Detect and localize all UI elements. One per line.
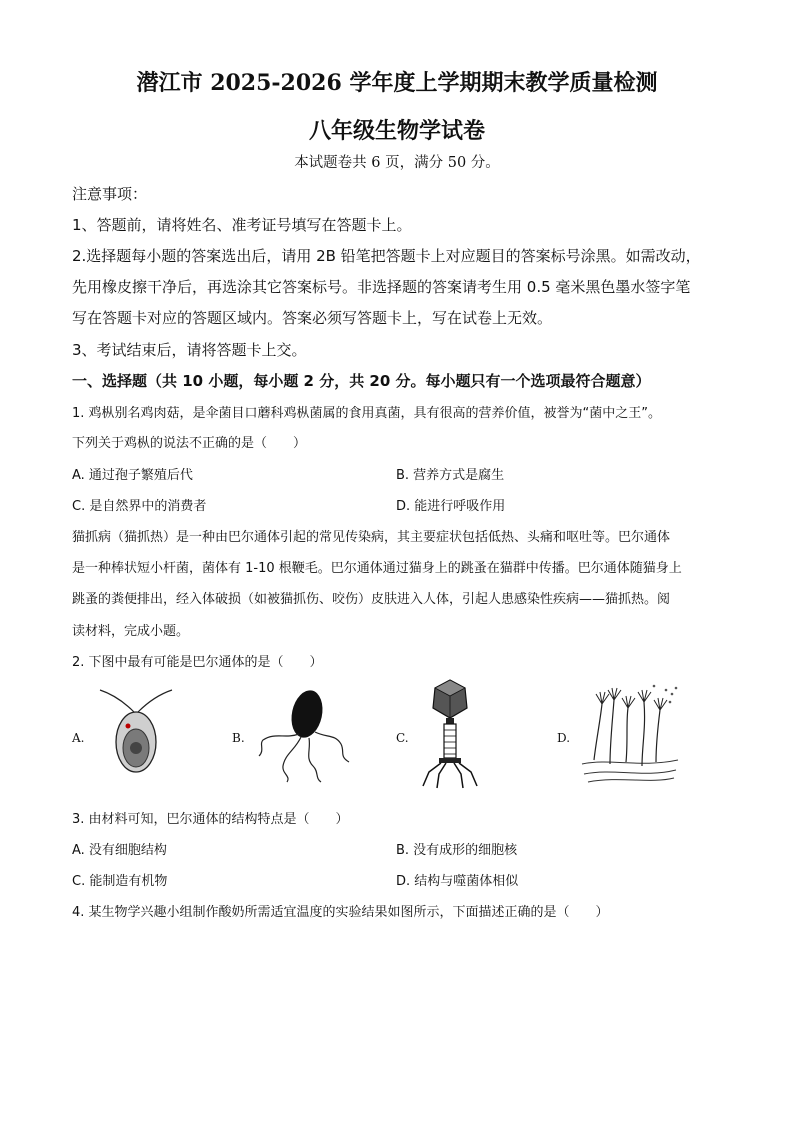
q2-label-a: A. (72, 731, 85, 745)
q3-option-d: D. 结构与噬菌体相似 (396, 874, 519, 889)
mold-mycelium-figure (580, 682, 680, 786)
q3-option-a: A. 没有细胞结构 (72, 843, 167, 858)
passage-line2: 是一种棒状短小杆菌，菌体有 1-10 根鞭毛。巴尔通体通过猫身上的跳蚤在猫群中传播。巴尔通体随猫身上 (72, 561, 682, 576)
q3-option-c: C. 能制造有机物 (72, 874, 168, 889)
q1-stem-line1: 1. 鸡枞别名鸡肉菇，是伞菌目口蘑科鸡枞菌属的食用真菌，具有很高的营养价值，被誉为“菌中之王”。 (72, 406, 662, 421)
chlamydomonas-figure (94, 684, 184, 784)
exam-subtitle: 本试题卷共 6 页，满分 50 分。 (294, 155, 500, 171)
notice-item-1: 1、答题前，请将姓名、准考证号填写在答题卡上。 (72, 216, 412, 234)
q1-option-c: C. 是自然界中的消费者 (72, 499, 207, 514)
bacteriophage-figure (415, 678, 485, 790)
q2-label-c: C. (396, 731, 409, 745)
q2-label-d: D. (557, 731, 571, 745)
q3-option-b: B. 没有成形的细胞核 (396, 843, 518, 858)
notice-heading: 注意事项： (72, 185, 148, 203)
q4-stem: 4. 某生物学兴趣小组制作酸奶所需适宜温度的实验结果如图所示，下面描述正确的是（ ） (72, 905, 609, 920)
q1-option-d: D. 能进行呼吸作用 (396, 499, 506, 514)
notice-item-2-line1: 2.选择题每小题的答案选出后，请用 2B 铅笔把答题卡上对应题目的答案标号涂黑。如需改动， (72, 247, 701, 265)
bacterium-flagella-figure (255, 684, 355, 784)
passage-line1: 猫抓病（猫抓热）是一种由巴尔通体引起的常见传染病，其主要症状包括低热、头痛和呕吐等。巴尔通体 (72, 530, 671, 545)
q1-stem-line2: 下列关于鸡枞的说法不正确的是（ ） (72, 436, 307, 451)
q1-option-a: A. 通过孢子繁殖后代 (72, 468, 193, 483)
section-heading: 一、选择题（共 10 小题，每小题 2 分，共 20 分。每小题只有一个选项最符合题意） (72, 372, 651, 390)
notice-item-2-line2: 先用橡皮擦干净后，再选涂其它答案标号。非选择题的答案请考生用 0.5 毫米黑色墨水签字笔 (72, 278, 691, 296)
notice-item-3: 3、考试结束后，请将答题卡上交。 (72, 341, 307, 359)
q3-stem: 3. 由材料可知，巴尔通体的结构特点是（ ） (72, 812, 349, 827)
passage-line4: 读材料，完成小题。 (72, 624, 190, 639)
exam-title-line1: 潜江市 2025-2026 学年度上学期期末教学质量检测 (136, 70, 658, 96)
q2-stem: 2. 下图中最有可能是巴尔通体的是（ ） (72, 655, 323, 670)
q2-label-b: B. (232, 731, 245, 745)
passage-line3: 跳蚤的粪便排出，经入体破损（如被猫抓伤、咬伤）皮肤进入人体，引起人患感染性疾病——猫抓热。阅 (72, 592, 671, 607)
q1-option-b: B. 营养方式是腐生 (396, 468, 505, 483)
notice-item-2-line3: 写在答题卡对应的答题区域内。答案必须写答题卡上，写在试卷上无效。 (72, 309, 553, 327)
exam-title-line2: 八年级生物学试卷 (308, 118, 485, 144)
